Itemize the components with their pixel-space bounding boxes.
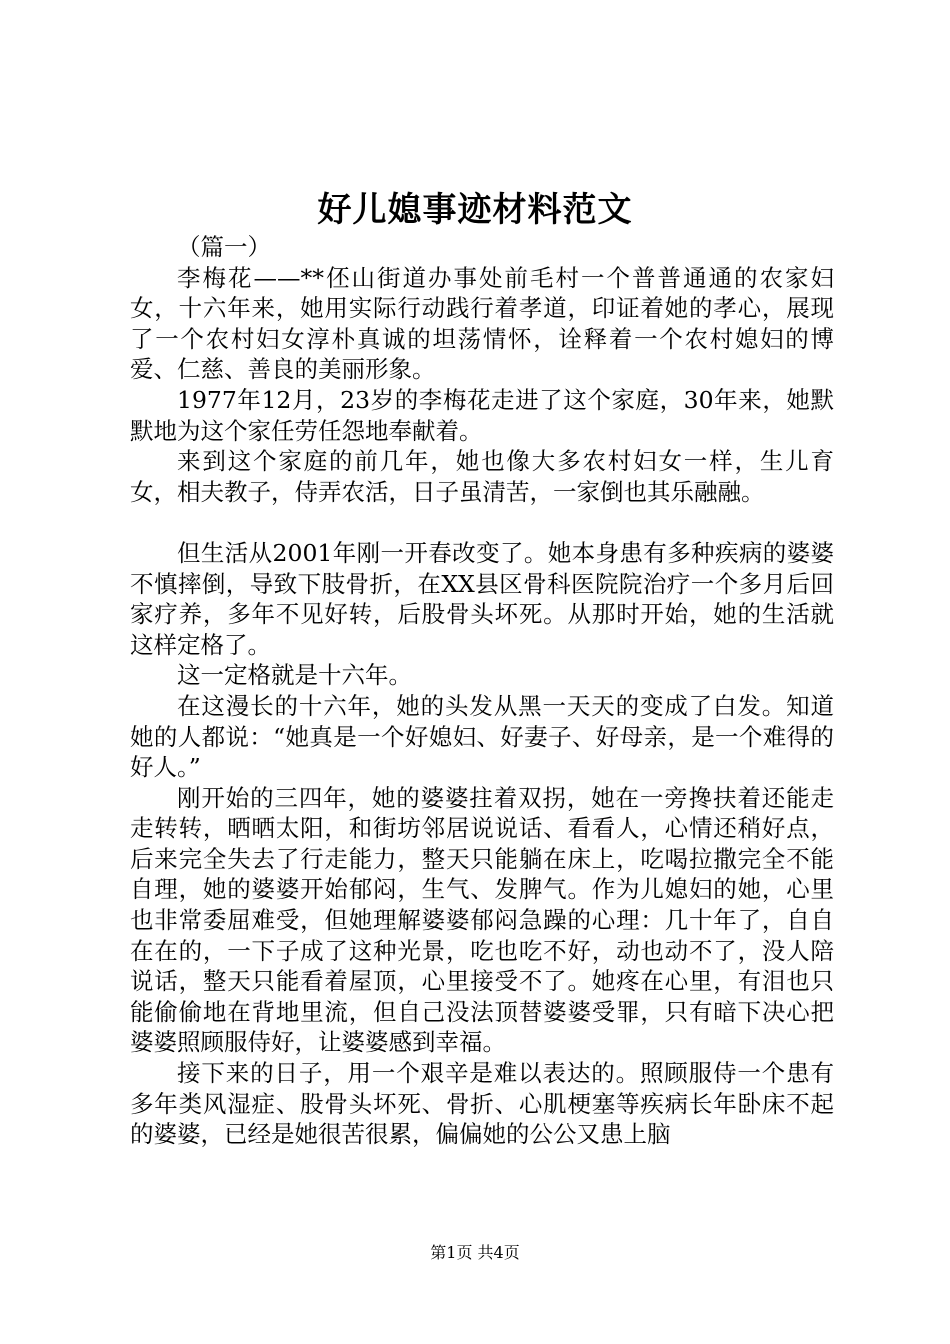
paragraph-7: 刚开始的三四年，她的婆婆拄着双拐，她在一旁搀扶着还能走走转转，晒晒太阳，和街坊邻居说说话、看看人，心情还稍好点，后来完全失去了行走能力，整天只能躺在床上，吃喝拉撒完全不能自理，她的婆婆开始郁闷，生气、发脾气。作为儿媳妇的她，心里也非常委屈难受，但她理解婆婆郁闷急躁的心理：几十年了，自自在在的，一下子成了这种光景，吃也吃不好，动也动不了，没人陪说话，整天只能看着屋顶，心里接受不了。她疼在心里，有泪也只能偷偷地在背地里流，但自己没法顶替婆婆受罪，只有暗下决心把婆婆照顾服侍好，让婆婆感到幸福。 [130,783,834,1057]
paragraph-5: 这一定格就是十六年。 [177,661,412,690]
document-body [130,232,834,1150]
section-label: （篇一） [177,233,271,261]
paragraph-1: 李梅花——**伾山街道办事处前毛村一个普普通通的农家妇女，十六年来，她用实际行动践行着孝道，印证着她的孝心，展现了一个农村妇女淳朴真诚的坦荡情怀，诠释着一个农村媳妇的博爱、仁慈、善良的美丽形象。 [130,263,834,384]
paragraph-2: 1977年12月，23岁的李梅花走进了这个家庭，30年来，她默默地为这个家任劳任怨地奉献着。 [130,385,834,445]
page-footer: 第1页 共4页 [430,1243,520,1262]
paragraph-3: 来到这个家庭的前几年，她也像大多农村妇女一样，生儿育女，相夫教子，侍弄农活，日子虽清苦，一家倒也其乐融融。 [130,447,834,506]
paragraph-4: 但生活从2001年刚一开春改变了。她本身患有多种疾病的婆婆不慎摔倒，导致下肢骨折，在XX县区骨科医院院治疗一个多月后回家疗养，多年不见好转，后股骨头坏死。从那时开始，她的生活就这样定格了。 [130,538,834,659]
paragraph-8: 接下来的日子，用一个艰辛是难以表达的。照顾服侍一个患有多年类风湿症、股骨头坏死、骨折、心肌梗塞等疾病长年卧床不起的婆婆，已经是她很苦很累，偏偏她的公公又患上脑 [130,1059,834,1149]
document-title: 好儿媳事迹材料范文 [317,190,633,230]
paragraph-6: 在这漫长的十六年，她的头发从黑一天天的变成了白发。知道她的人都说：“她真是一个好媳妇、好妻子、好母亲，是一个难得的好人。” [130,691,834,782]
